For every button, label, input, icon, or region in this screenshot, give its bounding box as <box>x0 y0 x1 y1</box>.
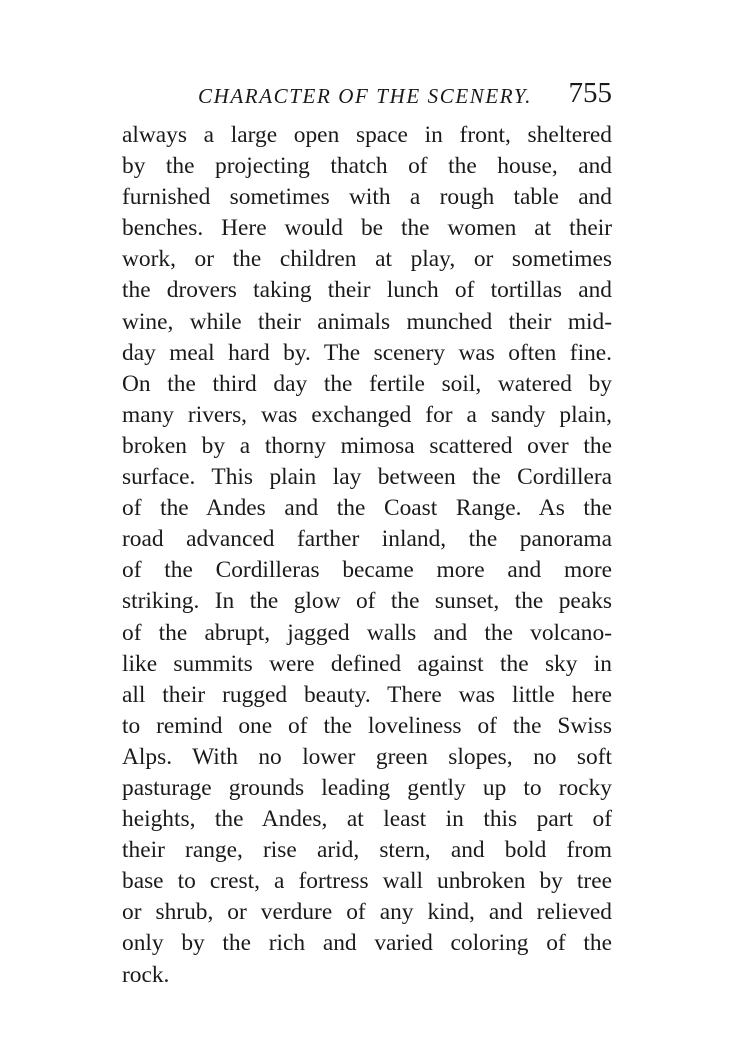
text-line: benches. Here would be the women at their <box>122 215 612 242</box>
text-line: rock. <box>122 961 170 988</box>
text-line: like summits were defined against the sky in <box>122 650 612 677</box>
running-title: CHARACTER OF THE SCENERY. <box>198 84 533 108</box>
text-line: pasturage grounds leading gently up to rocky <box>122 774 612 801</box>
text-line: On the third day the fertile soil, watered by <box>122 370 612 397</box>
text-line: wine, while their animals munched their mid- <box>122 308 612 335</box>
text-line: by the projecting thatch of the house, and <box>122 153 612 180</box>
text-line: day meal hard by. The scenery was often fine. <box>122 339 612 366</box>
text-line: Alps. With no lower green slopes, no soft <box>122 743 612 770</box>
text-line: heights, the Andes, at least in this part of <box>122 806 612 833</box>
text-line: the drovers taking their lunch of tortillas and <box>122 277 612 304</box>
text-line: work, or the children at play, or sometimes <box>122 246 612 273</box>
page-number: 755 <box>568 77 612 109</box>
text-line: of the Cordilleras became more and more <box>122 557 612 584</box>
text-line: only by the rich and varied coloring of the <box>122 930 612 957</box>
text-line: of the abrupt, jagged walls and the volcano- <box>122 619 612 646</box>
text-line: many rivers, was exchanged for a sandy plain, <box>122 401 612 428</box>
text-line: their range, rise arid, stern, and bold from <box>122 837 612 864</box>
text-line: always a large open space in front, sheltered <box>122 122 612 148</box>
text-line: or shrub, or verdure of any kind, and relieved <box>122 899 612 926</box>
text-line: furnished sometimes with a rough table and <box>122 184 612 211</box>
text-line: to remind one of the loveliness of the Swiss <box>122 712 612 739</box>
text-line: road advanced farther inland, the panorama <box>122 526 612 553</box>
text-line: of the Andes and the Coast Range. As the <box>122 495 612 522</box>
text-line: striking. In the glow of the sunset, the peaks <box>122 588 612 615</box>
text-line: surface. This plain lay between the Cordillera <box>122 464 612 491</box>
text-line: base to crest, a fortress wall unbroken by tree <box>122 868 612 895</box>
text-line: all their rugged beauty. There was little here <box>122 681 612 708</box>
text-line: broken by a thorny mimosa scattered over the <box>122 432 612 459</box>
running-head <box>120 78 612 114</box>
body-text <box>122 120 612 991</box>
